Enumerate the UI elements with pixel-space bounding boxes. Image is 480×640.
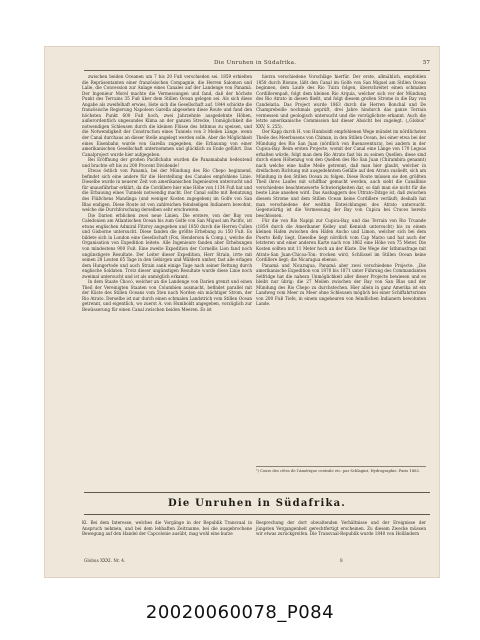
section-divider <box>84 514 430 515</box>
paragraph: In dem Staate Chocó, welcher an die Landenge von Darien grenzt und einen Theil der Vereinigten Staaten von Columbien ausmacht, befindet parallel mit der Küste des Stillen Oceans vom 5ten nach Norden ein mächtiger Strom, der Rio Atrato. Derselbe ist nur durch einen schmalen Landstrich vom Stillen Ocean getrennt, und eigentlich, wo zuerst A. von Humboldt angegeben, vorzüglich zur Bewässerung für einen Canal zwischen beiden Meeren. Es ist <box>82 279 252 312</box>
left-text-column <box>82 74 252 484</box>
footnote: ¹) Cours des côtes de l'Amérique centrale etc. par Schlagint, Hydrographie. Paris 1862. <box>256 466 426 474</box>
page-number: 57 <box>422 60 430 66</box>
scanned-page <box>44 46 440 578</box>
paragraph: Panamá und Nicaragua, Panamá aber zwei verschiedene Projecte: „Die amerikanische Expedition von 1870 bis 1871 unter Führung des Commandanten Selfridge hat die nahezu Unmöglichkeit aller dieser Projecte bewiesen und es bleibt nur übrig: die 27 Meilen zwischen der Bay von San Blas und der Mündung des Rio Chepo zu durchstechen. Hier allein in ganz Amerika ist ein Landweg vom Meer zu Meer ohne Schleusen möglich bei einer Schiffahrtsrinne von 200 Fuß Tiefe, in einem ungeheuren von feindlichen Indianern bewohnten Lande. <box>256 262 426 307</box>
paragraph: Der Kapp durch H. von Humboldt empfohlenen Wege mündet im nördlichsten Theile des Meerbusens von Chiman, in den Stillen Ocean, bei einer etwa bei der Mündung des Rio San Juan (nördlich von Buenaventura), bei andern in der Cupica-Bay. Beim ersten Projecte, womit der Canal eine Länge von 170 Legoas erhalten würde, folgt man dem Rio Atrato fast bis zu seinen Quellen; diese sind durch einen Höhenzug von den Quellen des Rio San Juan (Chirambira genannt) nach welche eine halbe Meile getrennt, daß man hier glaubt, welcher in dreifachem Richtung mit ausgedehntem Gefälle auf den Atrato zusließt, sich am Mündung in den Stillen Ocean zu folgen. Diese Route müssen sie den größten Theil ihres Laufes mit schiffbar gemacht werden, auch sieht die Canallinie verschiedene beachtenswerte Schwierigkeiten dar, so daß man sie nicht für die beste Linie ansehen wird. Das Ausbaggern des Uttrato-Ditzge ist, daß zwischen diesem Strome und dem Stillen Ocean keine Cordillere verläuft; deshalb hat man verschiedene der weithin Entwicklungen des Atrato untersucht. Gegenwärtig ist die Vermessung der Bay von Cupica bei Cruces bereits beschlossen. <box>256 129 426 218</box>
section-divider <box>84 492 430 493</box>
running-head <box>84 58 430 71</box>
paragraph: Etwas östlich von Panamá, bei der Mündung des Rio Chepo beginnend, befindet sich eine andere für die Herstellung des Canales empfohlene Linie. Dieselbe wurde in neuerer Zeit von amerikanischen Ingenieuren untersucht und für unausführbar erklärt, da die Cordillere hier eine Höhe von 1134 Fuß hat und die Erbauung eines Tunnels notwendig macht. Der Canal sollte mit Benutzung des Flüßchens Mandinga (und weniger Kosten zugegeben) im Golfe von San Blas endigen. Diese Route ist von zahlreichen feindseligen Indianern bewohnt, welche die Durchforschung derselben sehr erschweren. <box>82 168 252 213</box>
paragraph: Für die von Rio Napipi zur Cupica-Bay, und das Terrain von Rio Truande (1854 durch die Amerikaner Kelley und Kennish untersucht) bis zu einem kleinen Hafen zwischen den Häfen Ancho und Limon, welcher sich bei dem Puerto Kelly liegt, Dieselbe liegt nördlich vom Cap Marzo und hat auch der letzteren und einer anderen Karte nach von 1862 eine Höhe von 75 Meter. Die Kosten sollten mit 11 Meter hoch an der Küste. Die Wege der Isthmusfrage mit Atrato-San Juan-Chicoa-Ton: trocken wird, Schlüssel im Stillen Ocean keine Cordillere liegt; die Nicaragua ebenso. <box>256 218 426 263</box>
right-text-column <box>256 74 426 404</box>
paragraph: Kl. Bei dem Interesse, welches die Vorgänge in der Republik Transvaal in Anspruch nehmen, und bei dem lebhaften Zeitraume, bei die ausgebrochene Bewegung auf den Handel der Capcolonie ausübt, mag wohl eine kurze <box>82 520 252 537</box>
lower-right-column <box>256 520 426 560</box>
signature-number: 8 <box>340 558 343 563</box>
lower-left-column <box>82 520 252 560</box>
paragraph: hierzu verschiedene Vorschläge hierfür. Der erste, allmählich, empfohlen 1858 durch Bionne, läßt den Canal im Golfe von San Miguel am Stillen Ocean beginnen, dem Laufe des Rio Tuira folgen, überschreitet einen schmalen Cordillerenpaß, folgt dem kleinen Rio Arquia, welcher sich vor der Mündung des Rio Atrato in diesen fließt, und folgt diesem großen Strome in die Bay von Candelaria. Das Project wurde 1863 durch die Herren Bonchal und De Champrebeille nochmals geprüft, drei Jahre hindurch das ganze Terrain vermessen und geologisch untersucht und die vorzüglichste erkannt. Auch die letzte amerikanische Commission hat dieser Absicht bei zugelegt. („Globus“ XXV, S. 255). <box>256 74 426 129</box>
paragraph: zwischen beiden Oceanen um 7 bis 20 Fuß verschieden sei. 1859 erhielten die Repräsentanten einer französischen Compagnie, die Herren Salomon und Lalie, die Concession zur Anlage eines Canales auf der Landenge von Panamá. Der Ingenieur Morel machte die Vermessungen und fand, daß der höchste Punkt des Terrains 35 Fuß über dem Stillen Ocean gelegen sei. Als sich diese Angabe als zweifelhaft erwies, löste sich die Gesellschaft auf. 1844 schickte die französische Regierung Napoleon Garella abgesehen diese Route und fand den höchsten Punkt 600 Fuß hoch, zwei Jahrzehnte ausgedehnte Höhen, außerordentlich ungesundes Klima an der ganzen Strecke, Unmöglichkeit die notwendigen Schleusen durch die kleinen Flüsse des Isthmus zu speisen, und die Notwendigkeit der Construction eines Tunnels von 3 Meilen Länge, wenn der Canal durchaus an dieser Stelle angelegt werden solle. Aber die Möglichkeit eines Eisenbahn wurde von Garella zugegeben, die Erbauung von einer amerikanischen Gesellschaft unternommen und glücklich zu Ende geführt. Das Canalproject wurde hier aufgegeben. <box>82 74 252 157</box>
paragraph: Besprechung der dort obwaltenden Verhältnisse und der Ereignisse der jüngsten Vergangenheit gerechtfertigt erscheinen. Zu diesem Zwecke müssen wir etwas zurückgreifen. Die Transvaal-Republik wurde 1840 von Holländern <box>256 520 426 537</box>
signature-mark: Globus XXXI. Nr. 4. <box>84 558 126 563</box>
section-title: Die Unruhen in Südafrika. <box>167 498 346 509</box>
running-title: Die Unruhen in Südafrika. <box>214 60 297 66</box>
paragraph: Bei Eröffnung der großen Pacificbahn wurden die Panamabahn bedeutend und brachte oft bis zu 200 Procent Dividende! <box>82 157 252 168</box>
paragraph: Die Darien erblicken zwei neue Linien. Die erstere, von der Bay von Caledonien am Atlantischen Ocean bis zum Golfe von San Miguel am Pacific, ist etwas englischen Admiral Fitzroy angegeben und 1850 durch die Herren Cullen und Gisborne untersucht. Diese fanden die größte Erhebung zu 150 Fuß. Es bildete sich in London eine Gesellschaft (Fox, Henderson & Comp.), welche die Organisation von Expedition leitete. Alle Ingenieure fanden aber Erhebungen von mindestens 900 Fuß. Eine zweite Expedition der Cornellis Lion fand noch ungünstigere Resultate. Der Leiter dieser Expedition, Herr Strain, irrte mit seinen 28 Leuten 65 Tage in den Gebirgen und Wäldern umher, fast alle erlagen dem Hungertode und auch Strain sank einige Tage nach seiner Rettung durch englische Soldaten. Trotz dieser ungünstigen Resultate wurde diese Linie noch zweimal untersucht und ist als unmöglich erkannt. <box>82 212 252 279</box>
image-caption: 20020060078_P084 <box>145 602 335 623</box>
